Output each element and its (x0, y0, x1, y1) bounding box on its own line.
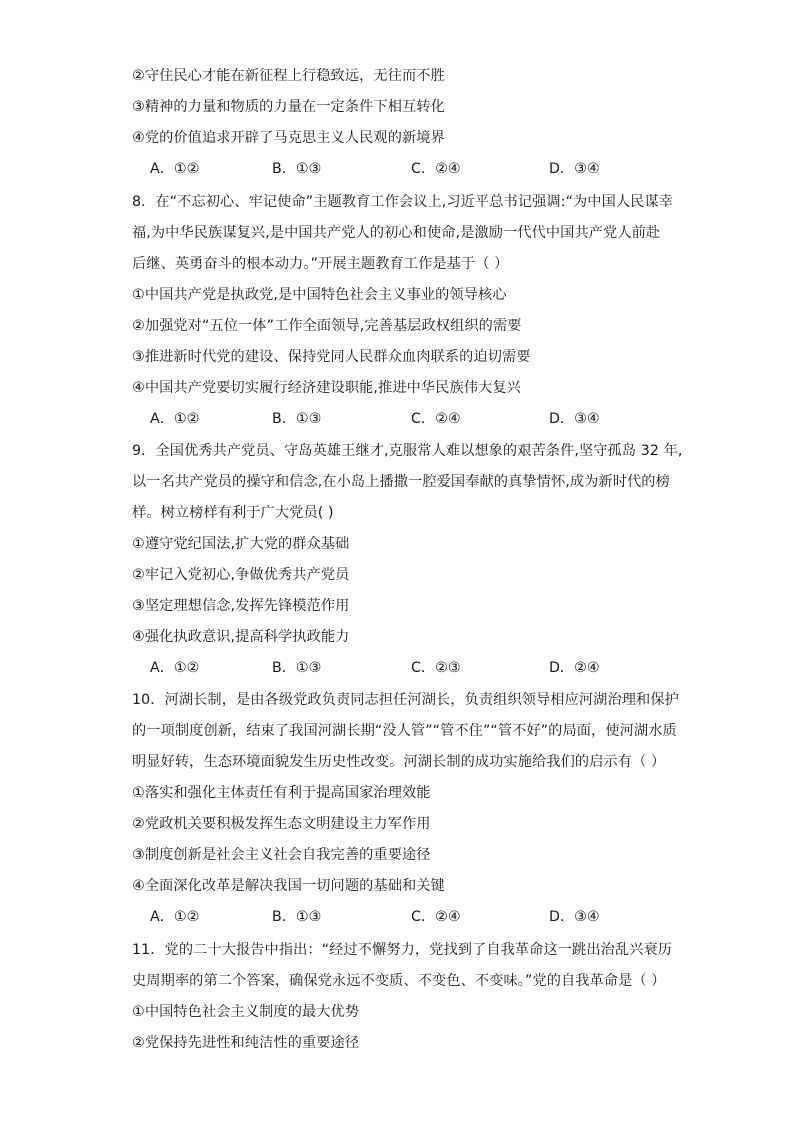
q7-statement-4: ④党的价值追求开辟了马克思主义人民观的新境界 (132, 130, 445, 146)
q8-options (150, 409, 670, 429)
q9-options (150, 658, 670, 678)
q8-option-d: D．③④ (549, 411, 600, 427)
q8-statement-1: ①中国共产党是执政党,是中国特色社会主义事业的领导核心 (132, 287, 507, 303)
q10-options (150, 907, 670, 927)
q7-option-a: A．①② (150, 161, 200, 177)
q8-option-c: C．②④ (411, 411, 461, 427)
q7-option-d: D．③④ (549, 161, 600, 177)
q9-stem-line-1: 9．全国优秀共产党员、守岛英雄王继才,克服常人难以想象的艰苦条件,坚守孤岛 32 年, (132, 443, 683, 459)
q8-stem-line-2: 福,为中华民族谋复兴,是中国共产党人的初心和使命,是激励一代代中国共产党人前赴 (132, 225, 661, 241)
q9-option-a: A．①② (150, 660, 200, 676)
q9-statement-2: ②牢记入党初心,争做优秀共产党员 (132, 567, 350, 583)
q8-option-b: B．①③ (272, 411, 322, 427)
q10-statement-2: ②党政机关要积极发挥生态文明建设主力军作用 (132, 816, 431, 832)
q10-stem-line-1: 10．河湖长制，是由各级党政负责同志担任河湖长，负责组织领导相应河湖治理和保护 (132, 692, 679, 708)
q9-statement-4: ④强化执政意识,提高科学执政能力 (132, 629, 350, 645)
q10-statement-1: ①落实和强化主体责任有利于提高国家治理效能 (132, 785, 431, 801)
q8-statement-3: ③推进新时代党的建设、保持党同人民群众血肉联系的迫切需要 (132, 349, 531, 365)
q10-stem-line-3: 明显好转，生态环境面貌发生历史性改变。河湖长制的成功实施给我们的启示有（ ） (132, 754, 666, 770)
q11-stem-line-2: 史周期率的第二个答案，确保党永远不变质、不变色、不变味。”党的自我革命是（ ） (132, 973, 666, 989)
q8-option-a: A．①② (150, 411, 200, 427)
q9-option-b: B．①③ (272, 660, 322, 676)
q9-statement-3: ③坚定理想信念,发挥先锋模范作用 (132, 598, 350, 614)
q10-option-c: C．②④ (411, 909, 461, 925)
q10-statement-3: ③制度创新是社会主义社会自我完善的重要途径 (132, 847, 431, 863)
q8-statement-4: ④中国共产党要切实履行经济建设职能,推进中华民族伟大复兴 (132, 380, 521, 396)
q10-option-b: B．①③ (272, 909, 322, 925)
q10-option-a: A．①② (150, 909, 200, 925)
q10-stem-line-2: 的一项制度创新，结束了我国河湖长期“没人管”“管不住”“管不好”的局面，使河湖水质 (132, 723, 677, 739)
q9-option-d: D．②④ (549, 660, 600, 676)
q7-statement-2: ②守住民心才能在新征程上行稳致远，无往而不胜 (132, 68, 445, 84)
q8-stem-line-3: 后继、英勇奋斗的根本动力。”开展主题教育工作是基于（ ） (132, 256, 509, 272)
q8-statement-2: ②加强党对“五位一体”工作全面领导,完善基层政权组织的需要 (132, 318, 522, 334)
q7-option-c: C．②④ (411, 161, 461, 177)
q8-stem-line-1: 8．在“不忘初心、牢记使命”主题教育工作会议上,习近平总书记强调:“为中国人民谋幸 (132, 194, 674, 210)
q7-statement-3: ③精神的力量和物质的力量在一定条件下相互转化 (132, 99, 445, 115)
q10-option-d: D．③④ (549, 909, 600, 925)
q9-stem-line-2: 以一名共产党员的操守和信念,在小岛上播撒一腔爱国奉献的真挚情怀,成为新时代的榜 (132, 474, 670, 490)
q10-statement-4: ④全面深化改革是解决我国一切问题的基础和关键 (132, 878, 445, 894)
q11-statement-2: ②党保持先进性和纯洁性的重要途径 (132, 1035, 360, 1051)
q11-stem-line-1: 11．党的二十大报告中指出：“经过不懈努力，党找到了自我革命这一跳出治乱兴衰历 (132, 942, 673, 958)
q9-stem-line-3: 样。树立榜样有利于广大党员( ) (132, 505, 334, 521)
q11-statement-1: ①中国特色社会主义制度的最大优势 (132, 1004, 360, 1020)
q9-option-c: C．②③ (411, 660, 461, 676)
q9-statement-1: ①遵守党纪国法,扩大党的群众基础 (132, 536, 350, 552)
q7-options (150, 159, 670, 179)
q7-option-b: B．①③ (272, 161, 322, 177)
